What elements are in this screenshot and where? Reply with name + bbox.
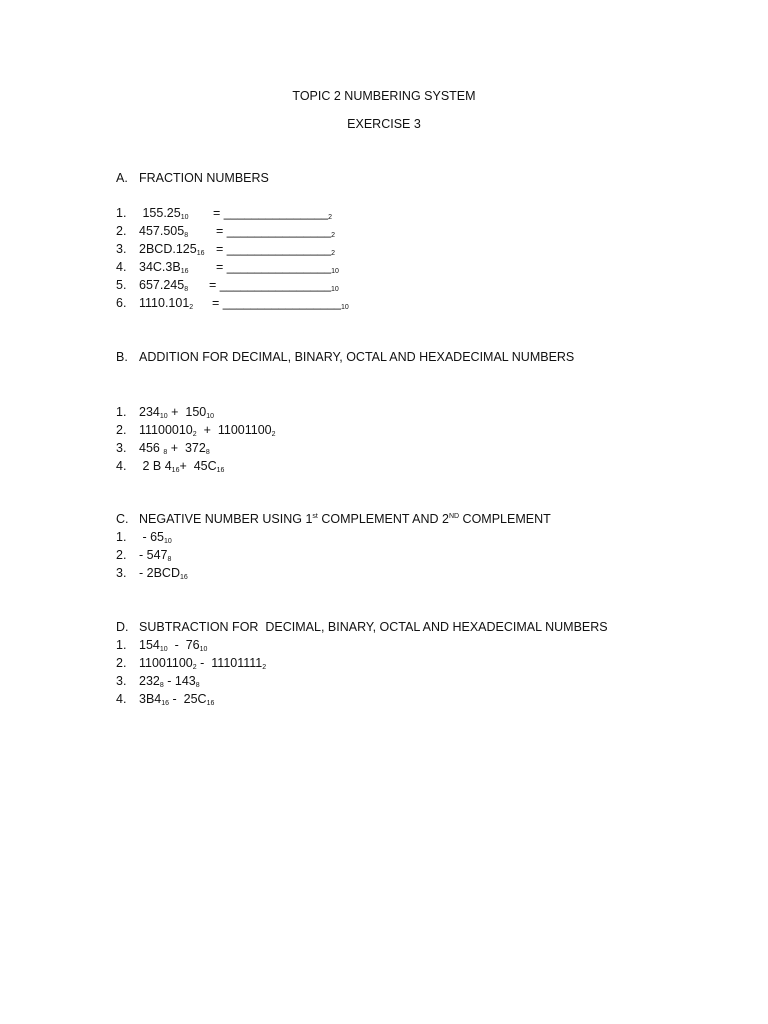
- target-base: 2: [328, 214, 332, 221]
- item-number: 3.: [116, 674, 127, 688]
- base-subscript: 8: [159, 682, 164, 689]
- base-subscript: 8: [163, 449, 168, 456]
- operator: -: [196, 656, 212, 670]
- base-subscript: 10: [159, 646, 168, 653]
- base-subscript: 10: [180, 214, 189, 221]
- item-value: - 2BCD: [139, 566, 180, 580]
- section-a-item: [116, 223, 335, 239]
- section-d-item: [116, 655, 266, 671]
- section-b-letter: B.: [116, 350, 128, 364]
- item-value: 457.505: [139, 224, 185, 238]
- base-subscript: 16: [179, 574, 188, 581]
- item-number: 4.: [116, 692, 127, 706]
- answer-blank: _______________: [226, 260, 332, 274]
- item-number: 1.: [116, 638, 127, 652]
- base-subscript: 16: [196, 250, 205, 257]
- operand-b: 76: [185, 638, 200, 652]
- equals-sign: =: [216, 224, 224, 238]
- section-b-item: [116, 422, 276, 438]
- base-subscript: 16: [206, 700, 215, 707]
- target-base: 10: [331, 286, 339, 293]
- operand-b: 45C: [193, 459, 217, 473]
- operand-b: 372: [184, 441, 206, 455]
- section-d-letter: D.: [116, 620, 129, 634]
- section-c-heading: [116, 511, 551, 527]
- item-number: 1.: [116, 206, 127, 220]
- operator: -: [169, 692, 184, 706]
- section-b-item: [116, 458, 224, 474]
- target-base: 10: [331, 268, 339, 275]
- operand-b: 150: [185, 405, 207, 419]
- section-d-title: SUBTRACTION FOR DECIMAL, BINARY, OCTAL AND HEXADECIMAL NUMBERS: [139, 620, 608, 634]
- section-c-item: [116, 529, 172, 545]
- operand-a: 11001100: [139, 656, 193, 670]
- operand-b: 11001100: [217, 423, 272, 437]
- base-subscript: 16: [171, 467, 180, 474]
- item-number: 2.: [116, 224, 127, 238]
- item-value: 2BCD.125: [139, 242, 197, 256]
- base-subscript: 2: [189, 304, 194, 311]
- equals-sign: =: [212, 296, 220, 310]
- section-a-heading: [116, 170, 269, 186]
- section-c-title-part: NEGATIVE NUMBER USING 1: [139, 512, 313, 526]
- base-subscript: 2: [262, 664, 267, 671]
- item-number: 2.: [116, 656, 127, 670]
- section-b-item: [116, 404, 214, 420]
- section-d-heading: [116, 619, 608, 635]
- answer-blank: ________________: [219, 278, 332, 292]
- section-a-item: [116, 277, 339, 293]
- operand-a: 2 B 4: [139, 459, 172, 473]
- section-a-item: [116, 259, 339, 275]
- answer-blank: _________________: [222, 296, 341, 310]
- section-a-item: [116, 205, 332, 221]
- operand-a: 154: [139, 638, 160, 652]
- section-b-item: [116, 440, 210, 456]
- ordinal-superscript: st: [312, 513, 318, 520]
- item-value: 155.25: [139, 206, 181, 220]
- answer-line: [216, 223, 335, 239]
- item-number: 1.: [116, 405, 127, 419]
- item-number: 5.: [116, 278, 127, 292]
- base-subscript: 8: [167, 556, 172, 563]
- item-value: - 547: [139, 548, 168, 562]
- answer-blank: _______________: [223, 206, 329, 220]
- base-subscript: 2: [192, 664, 197, 671]
- operand-a: 456: [139, 441, 164, 455]
- operand-a: 232: [139, 674, 160, 688]
- base-subscript: 16: [216, 467, 225, 474]
- answer-blank: _______________: [226, 242, 332, 256]
- base-subscript: 10: [159, 413, 168, 420]
- operand-b: 25C: [183, 692, 207, 706]
- operator: +: [167, 441, 185, 455]
- base-subscript: 10: [206, 413, 215, 420]
- section-a-item: [116, 241, 335, 257]
- operator: +: [196, 423, 218, 437]
- operator: +: [179, 459, 194, 473]
- answer-line: [213, 205, 332, 221]
- operand-a: 234: [139, 405, 160, 419]
- target-base: 2: [331, 250, 335, 257]
- operand-b: 143: [174, 674, 196, 688]
- base-subscript: 8: [205, 449, 210, 456]
- section-c-title-part: COMPLEMENT AND 2: [317, 512, 449, 526]
- item-number: 6.: [116, 296, 127, 310]
- section-d-item: [116, 673, 200, 689]
- base-subscript: 10: [199, 646, 208, 653]
- operator: +: [167, 405, 186, 419]
- operator: -: [167, 638, 186, 652]
- target-base: 2: [331, 232, 335, 239]
- section-d-item: [116, 691, 214, 707]
- base-subscript: 2: [192, 431, 197, 438]
- item-number: 2.: [116, 423, 127, 437]
- exercise-title: EXERCISE 3: [347, 117, 421, 131]
- section-a-title: FRACTION NUMBERS: [139, 171, 269, 185]
- item-value: 34C.3B: [139, 260, 181, 274]
- base-subscript: 16: [161, 700, 170, 707]
- section-b-heading: [116, 349, 574, 365]
- item-number: 4.: [116, 260, 127, 274]
- answer-line: [209, 277, 339, 293]
- base-subscript: 8: [184, 232, 189, 239]
- section-a-item: [116, 295, 349, 311]
- section-c-item: [116, 565, 188, 581]
- item-value: - 65: [139, 530, 165, 544]
- section-a-letter: A.: [116, 171, 128, 185]
- base-subscript: 10: [164, 538, 172, 545]
- answer-line: [212, 295, 349, 311]
- section-c-title-part: COMPLEMENT: [459, 512, 551, 526]
- section-b-title: ADDITION FOR DECIMAL, BINARY, OCTAL AND HEXADECIMAL NUMBERS: [139, 350, 575, 364]
- equals-sign: =: [209, 278, 217, 292]
- base-subscript: 8: [184, 286, 189, 293]
- operator: -: [163, 674, 175, 688]
- base-subscript: 8: [195, 682, 200, 689]
- item-value: 1110.101: [139, 296, 190, 310]
- base-subscript: 16: [180, 268, 189, 275]
- target-base: 10: [340, 304, 349, 311]
- item-number: 3.: [116, 441, 127, 455]
- answer-line: [216, 241, 335, 257]
- answer-blank: _______________: [226, 224, 332, 238]
- base-subscript: 2: [271, 431, 276, 438]
- operand-b: 11101111: [211, 656, 263, 670]
- item-number: 2.: [116, 548, 127, 562]
- operand-a: 3B4: [139, 692, 162, 706]
- item-value: 657.245: [139, 278, 185, 292]
- equals-sign: =: [216, 260, 224, 274]
- section-d-item: [116, 637, 207, 653]
- ordinal-superscript: ND: [448, 513, 460, 520]
- equals-sign: =: [216, 242, 224, 256]
- section-c-item: [116, 547, 171, 563]
- answer-line: [216, 259, 339, 275]
- item-number: 4.: [116, 459, 127, 473]
- section-c-letter: C.: [116, 512, 129, 526]
- item-number: 3.: [116, 566, 127, 580]
- item-number: 3.: [116, 242, 127, 256]
- item-number: 1.: [116, 530, 127, 544]
- document-title: TOPIC 2 NUMBERING SYSTEM: [292, 89, 476, 103]
- equals-sign: =: [213, 206, 221, 220]
- operand-a: 11100010: [139, 423, 193, 437]
